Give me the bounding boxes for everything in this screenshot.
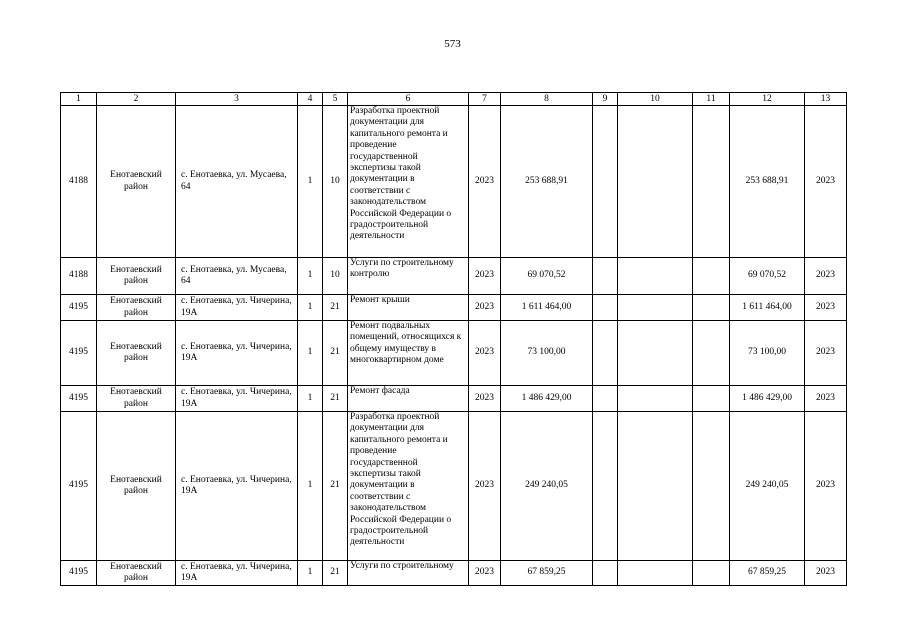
total-cost-cell: 67 859,25: [730, 561, 805, 586]
object-id-cell: 4195: [61, 386, 97, 412]
column-header: 9: [593, 93, 618, 106]
total-cost-cell: 73 100,00: [730, 321, 805, 386]
column-5-cell: 21: [323, 386, 348, 412]
work-type-cell: Ремонт подвальных помещений, относящихся к общему имуществу в многоквартирном доме: [348, 321, 469, 386]
column-5-cell: 21: [323, 561, 348, 586]
column-11-cell: [693, 106, 730, 258]
column-header: 8: [501, 93, 593, 106]
column-5-cell: 21: [323, 321, 348, 386]
column-4-cell: 1: [298, 258, 323, 295]
column-5-cell: 21: [323, 412, 348, 561]
year-cell: 2023: [469, 295, 501, 321]
object-id-cell: 4188: [61, 106, 97, 258]
year-cell: 2023: [469, 321, 501, 386]
total-cost-cell: 69 070,52: [730, 258, 805, 295]
column-5-cell: 21: [323, 295, 348, 321]
column-9-cell: [593, 258, 618, 295]
completion-year-cell: 2023: [805, 561, 847, 586]
column-11-cell: [693, 295, 730, 321]
address-cell: с. Енотаевка, ул. Чичерина, 19А: [176, 561, 298, 586]
completion-year-cell: 2023: [805, 295, 847, 321]
table-row: [61, 258, 847, 295]
column-10-cell: [618, 106, 693, 258]
total-cost-cell: 1 486 429,00: [730, 386, 805, 412]
total-cost-cell: 253 688,91: [730, 106, 805, 258]
cost-cell: 67 859,25: [501, 561, 593, 586]
address-cell: с. Енотаевка, ул. Мусаева, 64: [176, 258, 298, 295]
work-type-cell: Ремонт крыши: [348, 295, 469, 321]
column-header: 13: [805, 93, 847, 106]
column-11-cell: [693, 258, 730, 295]
column-header: 5: [323, 93, 348, 106]
completion-year-cell: 2023: [805, 258, 847, 295]
total-cost-cell: 1 611 464,00: [730, 295, 805, 321]
year-cell: 2023: [469, 561, 501, 586]
completion-year-cell: 2023: [805, 106, 847, 258]
year-cell: 2023: [469, 106, 501, 258]
address-cell: с. Енотаевка, ул. Чичерина, 19А: [176, 412, 298, 561]
column-header: 1: [61, 93, 97, 106]
work-type-cell: Услуги по строительному: [348, 561, 469, 586]
total-cost-cell: 249 240,05: [730, 412, 805, 561]
column-5-cell: 10: [323, 106, 348, 258]
column-4-cell: 1: [298, 386, 323, 412]
cost-cell: 253 688,91: [501, 106, 593, 258]
table-row: [61, 106, 847, 258]
table-row: [61, 295, 847, 321]
cost-cell: 1 611 464,00: [501, 295, 593, 321]
cost-cell: 69 070,52: [501, 258, 593, 295]
work-type-cell: Услуги по строительному контролю: [348, 258, 469, 295]
cost-cell: 73 100,00: [501, 321, 593, 386]
address-cell: с. Енотаевка, ул. Чичерина, 19А: [176, 386, 298, 412]
completion-year-cell: 2023: [805, 412, 847, 561]
district-cell: Енотаевский район: [97, 295, 176, 321]
column-header: 4: [298, 93, 323, 106]
object-id-cell: 4188: [61, 258, 97, 295]
column-header: 11: [693, 93, 730, 106]
completion-year-cell: 2023: [805, 321, 847, 386]
column-4-cell: 1: [298, 412, 323, 561]
completion-year-cell: 2023: [805, 386, 847, 412]
column-11-cell: [693, 561, 730, 586]
address-cell: с. Енотаевка, ул. Чичерина, 19А: [176, 321, 298, 386]
work-type-cell: Ремонт фасада: [348, 386, 469, 412]
table-row: [61, 386, 847, 412]
column-header: 12: [730, 93, 805, 106]
column-5-cell: 10: [323, 258, 348, 295]
district-cell: Енотаевский район: [97, 561, 176, 586]
column-11-cell: [693, 412, 730, 561]
district-cell: Енотаевский район: [97, 386, 176, 412]
district-cell: Енотаевский район: [97, 321, 176, 386]
year-cell: 2023: [469, 258, 501, 295]
table-row: [61, 412, 847, 561]
address-cell: с. Енотаевка, ул. Мусаева, 64: [176, 106, 298, 258]
cost-cell: 1 486 429,00: [501, 386, 593, 412]
column-header: 3: [176, 93, 298, 106]
column-header: 6: [348, 93, 469, 106]
address-cell: с. Енотаевка, ул. Чичерина, 19А: [176, 295, 298, 321]
page-number: 573: [444, 38, 461, 50]
object-id-cell: 4195: [61, 295, 97, 321]
column-9-cell: [593, 321, 618, 386]
column-10-cell: [618, 321, 693, 386]
column-header: 7: [469, 93, 501, 106]
column-9-cell: [593, 561, 618, 586]
column-9-cell: [593, 295, 618, 321]
column-header: 2: [97, 93, 176, 106]
column-9-cell: [593, 412, 618, 561]
year-cell: 2023: [469, 412, 501, 561]
column-4-cell: 1: [298, 106, 323, 258]
column-10-cell: [618, 258, 693, 295]
column-11-cell: [693, 386, 730, 412]
object-id-cell: 4195: [61, 321, 97, 386]
column-9-cell: [593, 106, 618, 258]
column-11-cell: [693, 321, 730, 386]
object-id-cell: 4195: [61, 561, 97, 586]
column-10-cell: [618, 561, 693, 586]
column-4-cell: 1: [298, 561, 323, 586]
year-cell: 2023: [469, 386, 501, 412]
column-9-cell: [593, 386, 618, 412]
column-10-cell: [618, 412, 693, 561]
object-id-cell: 4195: [61, 412, 97, 561]
district-cell: Енотаевский район: [97, 412, 176, 561]
district-cell: Енотаевский район: [97, 106, 176, 258]
table-row: [61, 561, 847, 586]
table-row: [61, 321, 847, 386]
column-10-cell: [618, 386, 693, 412]
column-4-cell: 1: [298, 321, 323, 386]
work-type-cell: Разработка проектной документации для капитального ремонта и проведение государственной экспертизы такой документации в соответствии с законодательством Российской Федерации о градостроительной деятельности: [348, 106, 469, 258]
work-type-cell: Разработка проектной документации для капитального ремонта и проведение государственной экспертизы такой документации в соответствии с законодательством Российской Федерации о градостроительной деятельности: [348, 412, 469, 561]
column-10-cell: [618, 295, 693, 321]
cost-cell: 249 240,05: [501, 412, 593, 561]
district-cell: Енотаевский район: [97, 258, 176, 295]
column-number-row: [61, 93, 847, 106]
register-table: [60, 92, 847, 586]
column-header: 10: [618, 93, 693, 106]
column-4-cell: 1: [298, 295, 323, 321]
